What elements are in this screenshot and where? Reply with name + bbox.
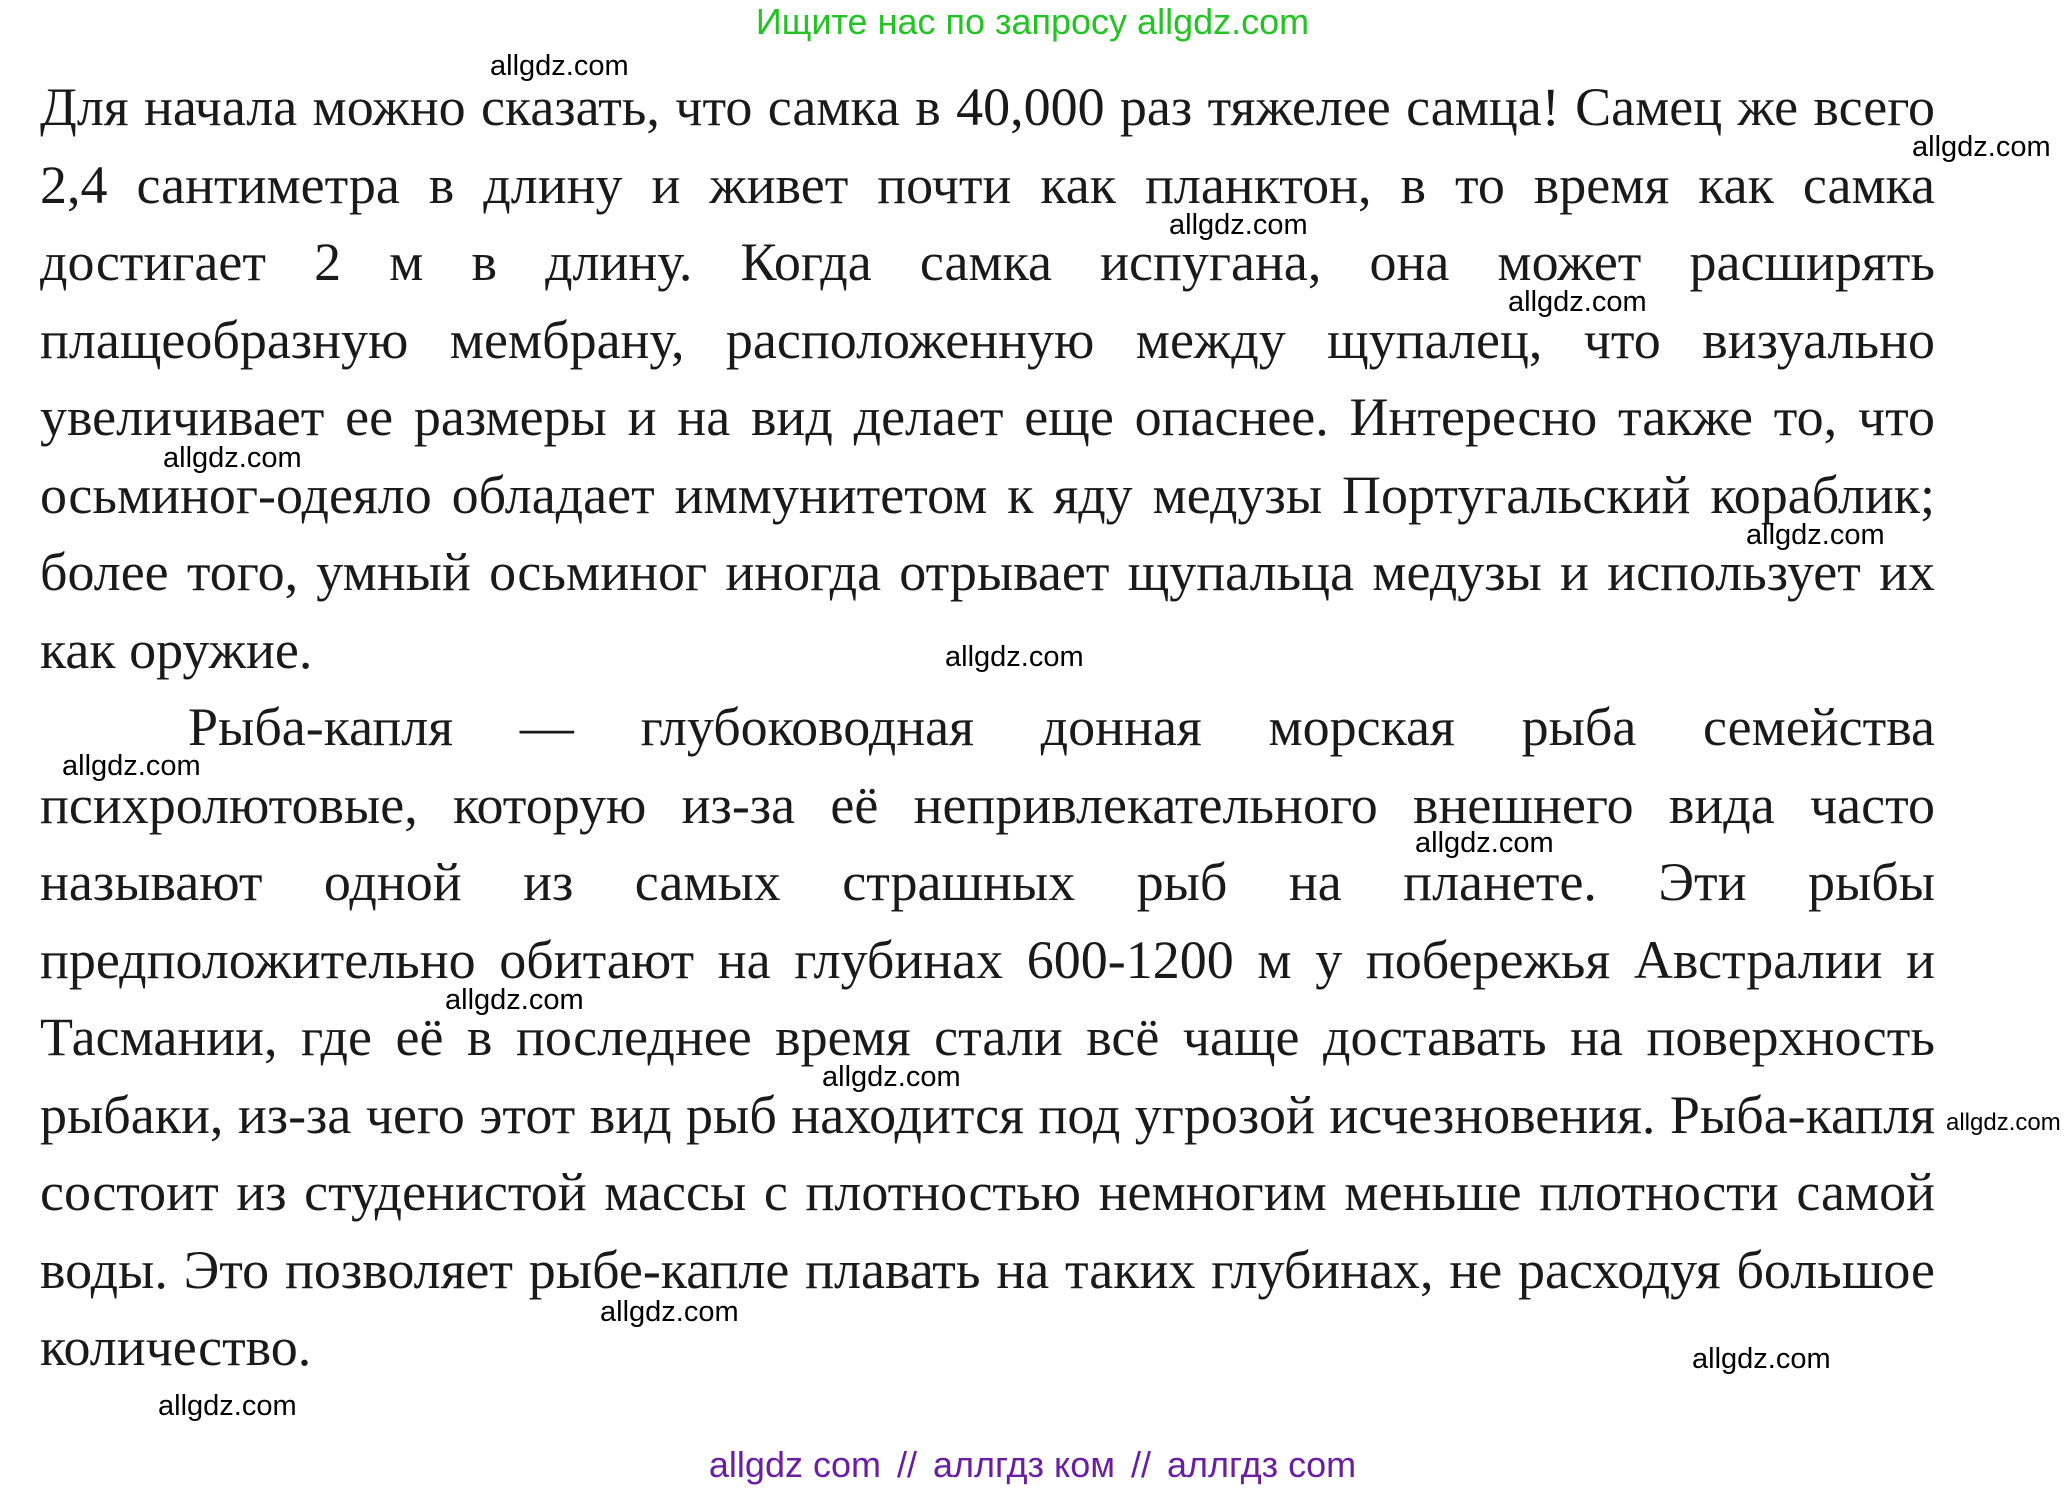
watermark: allgdz.com xyxy=(822,1061,961,1093)
paragraph-blanket-octopus: Для начала можно сказать, что самка в 40,000 раз тяжелее самца! Самец же всего 2,4 сантиметра в длину и живет почти как планктон, в то время как самка достигает 2 м в длину. Когда самка испугана, она может расширять плащеобразную мембрану, расположенную между щупалец, что визуально увеличивает ее размеры и на вид делает еще опаснее. Интересно также то, что осьминог-одеяло обладает иммунитетом к яду медузы Португальский кораблик; более того, умный осьминог иногда отрывает щупальца медузы и использует их как оружие. xyxy=(40,77,1935,680)
footer-separator: // xyxy=(1131,1444,1152,1485)
watermark: allgdz.com xyxy=(1692,1343,1831,1375)
watermark: allgdz.com xyxy=(1415,827,1554,859)
watermark: allgdz.com xyxy=(62,750,201,782)
watermark: allgdz.com xyxy=(1912,131,2051,163)
watermark: allgdz.com xyxy=(1508,286,1647,318)
watermark: allgdz.com xyxy=(600,1296,739,1328)
footer-link[interactable]: аллгдз ком xyxy=(933,1444,1115,1485)
search-hint-banner: Ищите нас по запросу allgdz.com xyxy=(755,1,1310,42)
footer-link[interactable]: allgdz com xyxy=(708,1444,881,1485)
watermark: allgdz.com xyxy=(490,50,629,82)
watermark: allgdz.com xyxy=(1746,519,1885,551)
footer-separator: // xyxy=(896,1444,917,1485)
watermark: allgdz.com xyxy=(1946,1109,2061,1136)
footer-link[interactable]: аллгдз com xyxy=(1167,1444,1357,1485)
watermark: allgdz.com xyxy=(158,1390,297,1422)
watermark: allgdz.com xyxy=(1169,209,1308,241)
footer-site-names xyxy=(0,1443,2065,1487)
paragraph-blobfish: Рыба-капля — глубоководная донная морская рыба семейства психролютовые, которую из-за её непривлекательного внешнего вида часто называют одной из самых страшных рыб на планете. Эти рыбы предположительно обитают на глубинах 600-1200 м у побережья Австралии и Тасмании, где её в последнее время стали всё чаще доставать на поверхность рыбаки, из-за чего этот вид рыб находится под угрозой исчезновения. Рыба-капля состоит из студенистой массы с плотностью немногим меньше плотности самой воды. Это позволяет рыбе-капле плавать на таких глубинах, не расходуя большое количество. xyxy=(40,697,1935,1377)
book-page-text xyxy=(40,69,1935,1387)
watermark: allgdz.com xyxy=(945,641,1084,673)
watermark: allgdz.com xyxy=(163,442,302,474)
watermark: allgdz.com xyxy=(445,984,584,1016)
